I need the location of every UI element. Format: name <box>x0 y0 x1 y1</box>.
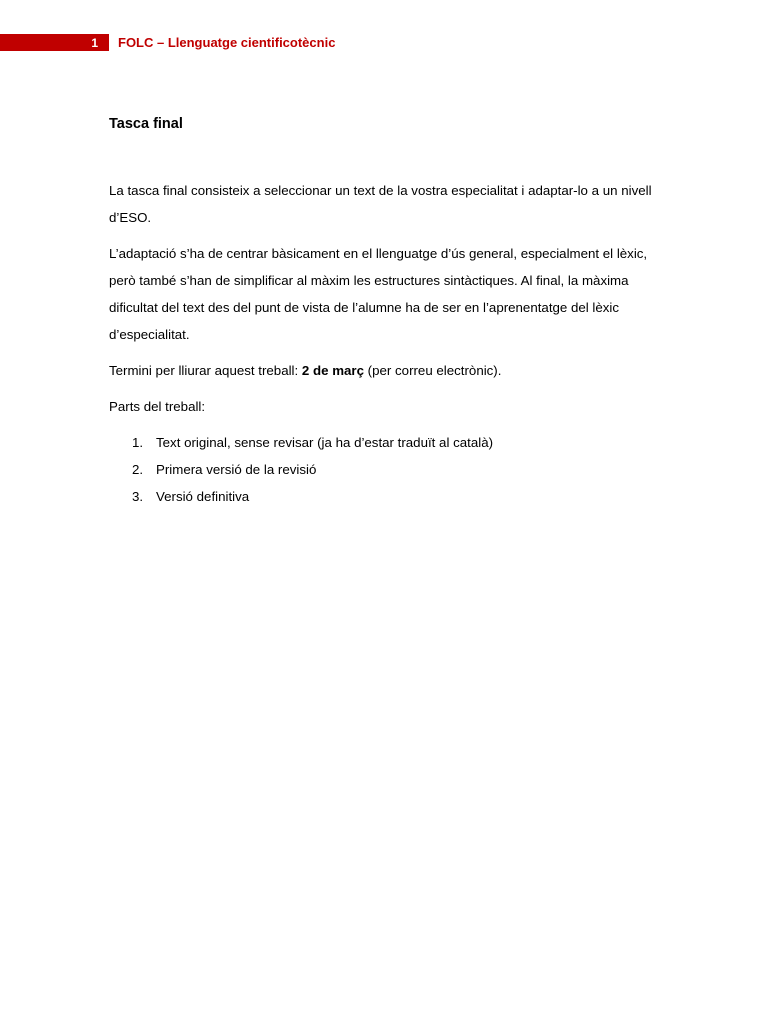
header-accent-bar <box>0 34 109 51</box>
list-item-number: 1. <box>132 435 144 450</box>
list-item <box>109 456 669 483</box>
deadline-prefix: Termini per lliurar aquest treball: <box>109 363 302 378</box>
document-title: Tasca final <box>109 116 183 132</box>
list-item-number: 3. <box>132 489 144 504</box>
list-item <box>109 429 669 456</box>
deadline-paragraph <box>109 357 669 384</box>
page-number: 1 <box>91 36 98 50</box>
intro-paragraph: La tasca final consisteix a seleccionar un text de la vostra especialitat i adaptar-lo a un nivell d’ESO. <box>109 183 652 225</box>
list-item-text: Text original, sense revisar (ja ha d’estar traduït al català) <box>156 435 494 450</box>
deadline-date: 2 de març <box>301 363 364 378</box>
list-item <box>109 483 669 510</box>
header-title: FOLC – Llenguatge cientificotècnic <box>118 35 336 50</box>
list-item-number: 2. <box>132 462 144 477</box>
parts-heading: Parts del treball: <box>109 399 206 414</box>
adaptation-paragraph: L’adaptació s’ha de centrar bàsicament en el llenguatge d’ús general, especialment el lèxic, però també s’han de simplificar al màxim les estructures sintàctiques. Al final, la màxima dificultat del text des del punt de vista de l’alumne ha de ser en l’aprenentatge del lèxic d’especialitat. <box>109 246 648 342</box>
deadline-suffix: (per correu electrònic). <box>363 363 502 378</box>
page-header <box>0 34 768 52</box>
document-body <box>109 114 669 510</box>
list-item-text: Primera versió de la revisió <box>156 462 317 477</box>
parts-list <box>109 429 669 510</box>
list-item-text: Versió definitiva <box>156 489 250 504</box>
